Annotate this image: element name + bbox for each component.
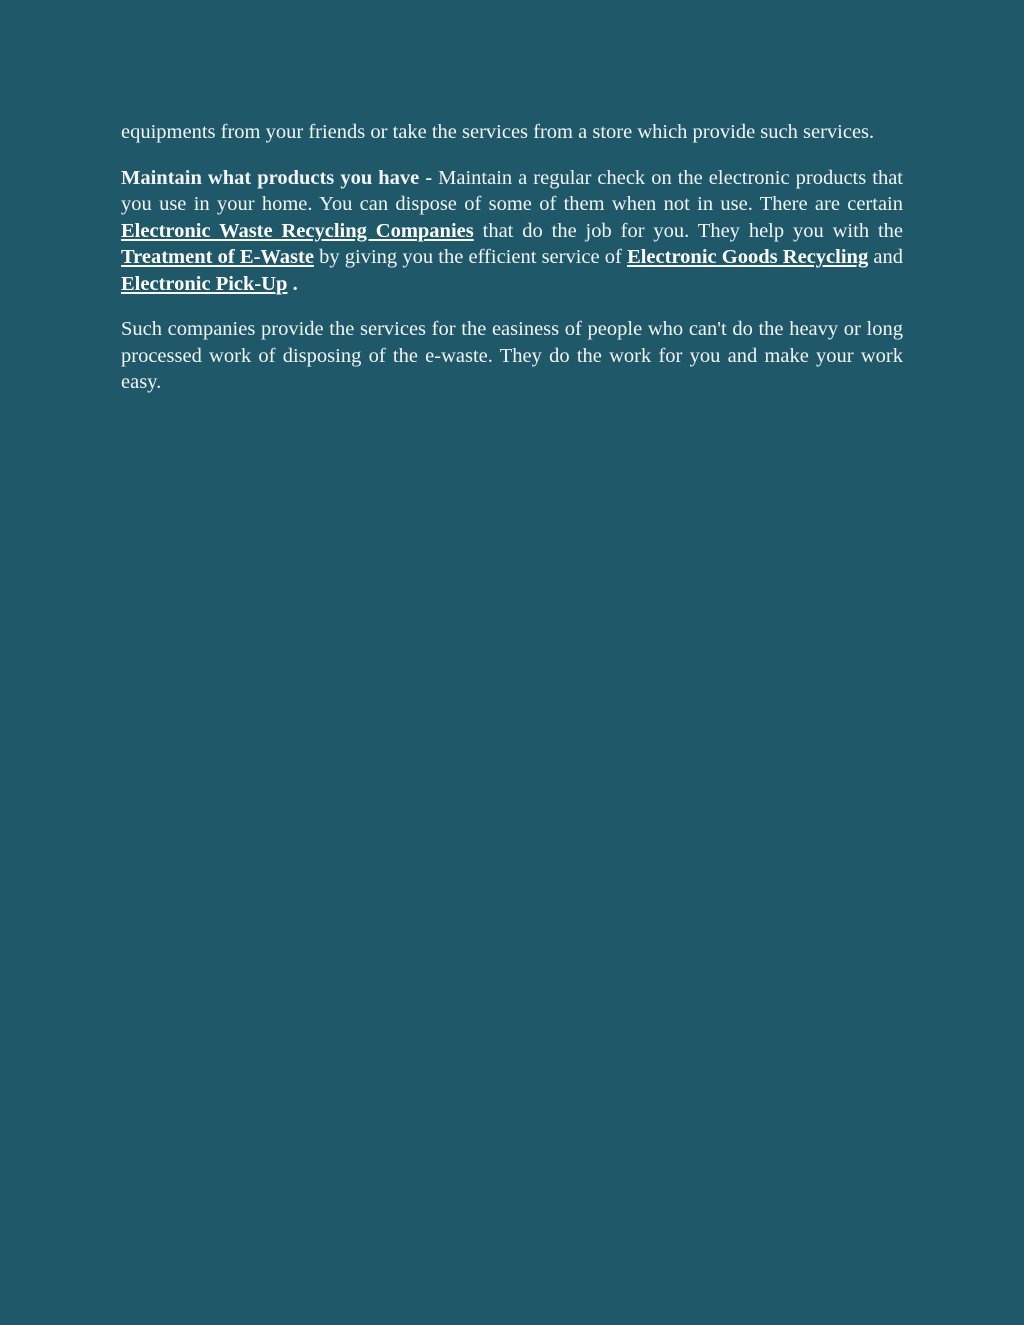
paragraph-end-punctuation: .	[287, 272, 298, 295]
paragraph-heading: Maintain what products you have -	[121, 166, 433, 189]
paragraph-companies-services-text: Such companies provide the services for the easiness of people who can't do the heavy or long processed work of disposing of the e-waste. They do the work for you and make your work easy.	[121, 318, 903, 393]
paragraph-text: and	[868, 246, 903, 268]
link-electronic-waste-recycling-companies[interactable]: Electronic Waste Recycling Companies	[121, 219, 474, 242]
paragraph-maintain-products	[121, 165, 903, 298]
paragraph-intro	[121, 119, 903, 146]
paragraph-text: Maintain a regular check on the electronic products that you use in your home. You can dispose of some of them when not in use. There are certain	[121, 166, 903, 215]
link-electronic-goods-recycling[interactable]: Electronic Goods Recycling	[627, 246, 869, 268]
paragraph-companies-services	[121, 316, 903, 396]
paragraph-intro-text: equipments from your friends or take the services from a store which provide such services.	[121, 121, 875, 143]
link-electronic-pick-up[interactable]: Electronic Pick-Up	[121, 272, 288, 295]
paragraph-text: by giving you the efficient service of	[313, 246, 628, 268]
document-content	[121, 119, 903, 415]
paragraph-text: that do the job for you. They help you with the	[473, 219, 904, 242]
link-treatment-of-e-waste[interactable]: Treatment of E-Waste	[121, 246, 314, 268]
